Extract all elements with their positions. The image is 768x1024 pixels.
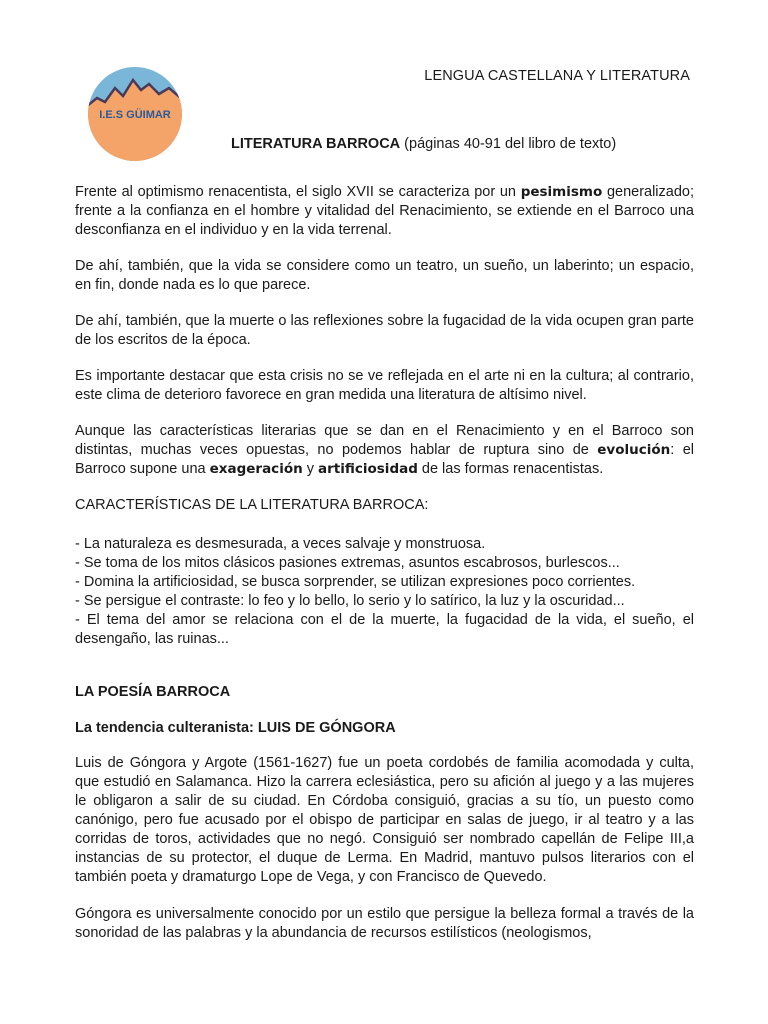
title-rest: (páginas 40-91 del libro de texto) xyxy=(400,136,617,152)
title-bold: LITERATURA BARROCA xyxy=(231,136,401,152)
gongora-paragraph-2: Góngora es universalmente conocido por un estilo que persigue la belleza formal a través de la sonoridad de las palabras y la abundancia de recursos estilísticos (neologismos, xyxy=(75,906,694,941)
page-title xyxy=(231,136,616,152)
intro-paragraph-2: De ahí, también, que la vida se considere como un teatro, un sueño, un laberinto; un espacio, en fin, donde nada es lo que parece. xyxy=(75,258,694,293)
characteristics-heading: CARACTERÍSTICAS DE LA LITERATURA BARROCA: xyxy=(75,497,429,513)
section-heading-poesia: LA POESÍA BARROCA xyxy=(75,684,231,700)
intro-paragraph-4: Es importante destacar que esta crisis no se ve reflejada en el arte ni en la cultura; al contrario, este clima de deterioro favorece en gran medida una literatura de altísimo nivel. xyxy=(75,368,694,403)
list-item: - El tema del amor se relaciona con el de la muerte, la fugacidad de la vida, el sueño, el desengaño, las ruinas... xyxy=(75,612,694,647)
list-item: - La naturaleza es desmesurada, a veces salvaje y monstruosa. xyxy=(75,536,486,552)
list-item: - Se persigue el contraste: lo feo y lo bello, lo serio y lo satírico, la luz y la oscuridad... xyxy=(75,593,625,609)
text-run: Aunque las características literarias que se dan en el Renacimiento y en el Barroco son distintas, muchas veces opuestas, no podemos hablar de ruptura sino de xyxy=(75,423,694,458)
characteristics-list xyxy=(75,535,694,649)
document-body xyxy=(75,183,694,943)
intro-paragraph-3: De ahí, también, que la muerte o las reflexiones sobre la fugacidad de la vida ocupen gran parte de los escritos de la época. xyxy=(75,313,694,348)
list-item: - Domina la artificiosidad, se busca sorprender, se utilizan expresiones poco corrientes. xyxy=(75,574,636,590)
emphasis-pesimismo: pesimismo xyxy=(520,184,603,200)
emphasis-evolucion: evolución xyxy=(597,442,671,458)
intro-paragraph-5 xyxy=(75,422,694,479)
gongora-paragraph-1: Luis de Góngora y Argote (1561-1627) fue un poeta cordobés de familia acomodada y culta, que estudió en Salamanca. Hizo la carrera eclesiástica, pero su afición al juego y a las mujeres le obligaron a salir de su ciudad. En Córdoba consiguió, gracias a su tío, un puesto como canónigo, pero fue acusado por el obispo de participar en salas de juego, ir al teatro y a las corridas de toros, actividades que no negó. Consiguió ser nombrado capellán de Felipe III,a instancias de su protector, el duque de Lerma. En Madrid, mantuvo pulsos literarios con el también poeta y dramaturgo Lope de Vega, y con Francisco de Quevedo. xyxy=(75,755,694,885)
subheading-gongora: La tendencia culteranista: LUIS DE GÓNGORA xyxy=(75,720,396,736)
text-run: : el Barroco supone una xyxy=(75,442,695,477)
school-logo xyxy=(87,66,183,162)
subject-title: LENGUA CASTELLANA Y LITERATURA xyxy=(424,68,690,84)
text-run: Frente al optimismo renacentista, el siglo XVII se caracteriza por un xyxy=(75,184,521,200)
text-run: de las formas renacentistas. xyxy=(417,461,604,477)
text-run: y xyxy=(302,461,319,477)
list-item: - Se toma de los mitos clásicos pasiones extremas, asuntos escabrosos, burlescos... xyxy=(75,555,620,571)
emphasis-exageracion: exageración xyxy=(209,461,303,477)
text-run: generalizado; frente a la confianza en el hombre y vitalidad del Renacimiento, se extiende en el Barroco una desconfianza en el individuo y en la vida terrenal. xyxy=(75,184,695,238)
logo-text: I.E.S GÜIMAR xyxy=(99,109,171,121)
emphasis-artificiosidad: artificiosidad xyxy=(318,461,418,477)
intro-paragraph-1 xyxy=(75,183,694,240)
